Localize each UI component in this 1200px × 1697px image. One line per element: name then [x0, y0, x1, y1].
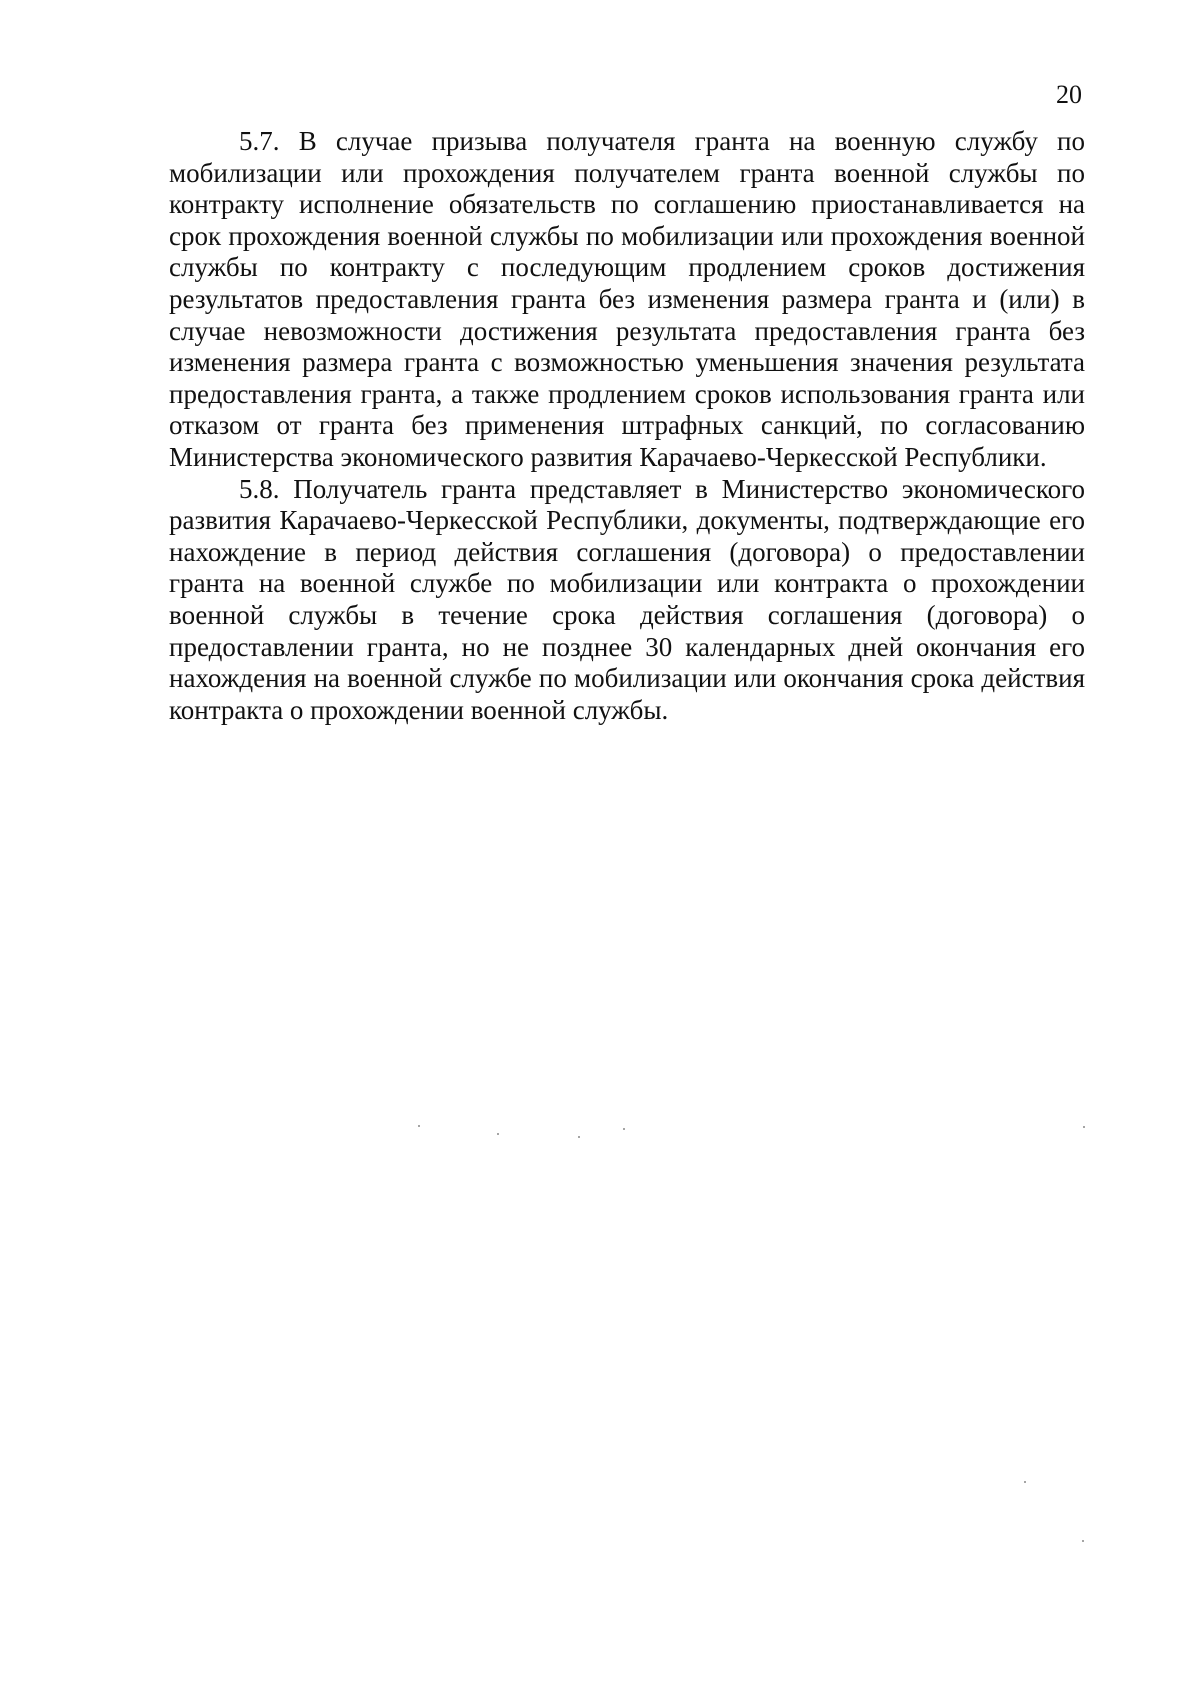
scan-speck	[1083, 1126, 1085, 1128]
scan-speck	[497, 1133, 499, 1135]
paragraph-5-8: 5.8. Получатель гранта представляет в Министерство экономического развития Карачаево-Черкесской Республики, документы, подтверждающие его нахождение в период действия соглашения (договора) о предоставлении гранта на военной службе по мобилизации или контракта о прохождении военной службы в течение срока действия соглашения (договора) о предоставлении гранта, но не позднее 30 календарных дней окончания его нахождения на военной службе по мобилизации или окончания срока действия контракта о прохождении военной службы.	[169, 473, 1085, 725]
paragraph-5-7: 5.7. В случае призыва получателя гранта на военную службу по мобилизации или прохождения получателем гранта военной службы по контракту исполнение обязательств по соглашению приостанавливается на срок прохождения военной службы по мобилизации или прохождения военной службы по контракту с последующим продлением сроков достижения результатов предоставления гранта без изменения размера гранта и (или) в случае невозможности достижения результата предоставления гранта без изменения размера гранта с возможностью уменьшения значения результата предоставления гранта, а также продлением сроков использования гранта или отказом от гранта без применения штрафных санкций, по согласованию Министерства экономического развития Карачаево-Черкесской Республики.	[169, 126, 1085, 472]
document-body	[169, 126, 1085, 726]
scan-speck	[623, 1128, 625, 1130]
scan-speck	[1082, 1540, 1084, 1542]
scan-speck	[418, 1125, 420, 1127]
scan-speck	[1024, 1481, 1026, 1483]
page-number: 20	[1056, 80, 1082, 109]
scan-speck	[578, 1136, 580, 1138]
